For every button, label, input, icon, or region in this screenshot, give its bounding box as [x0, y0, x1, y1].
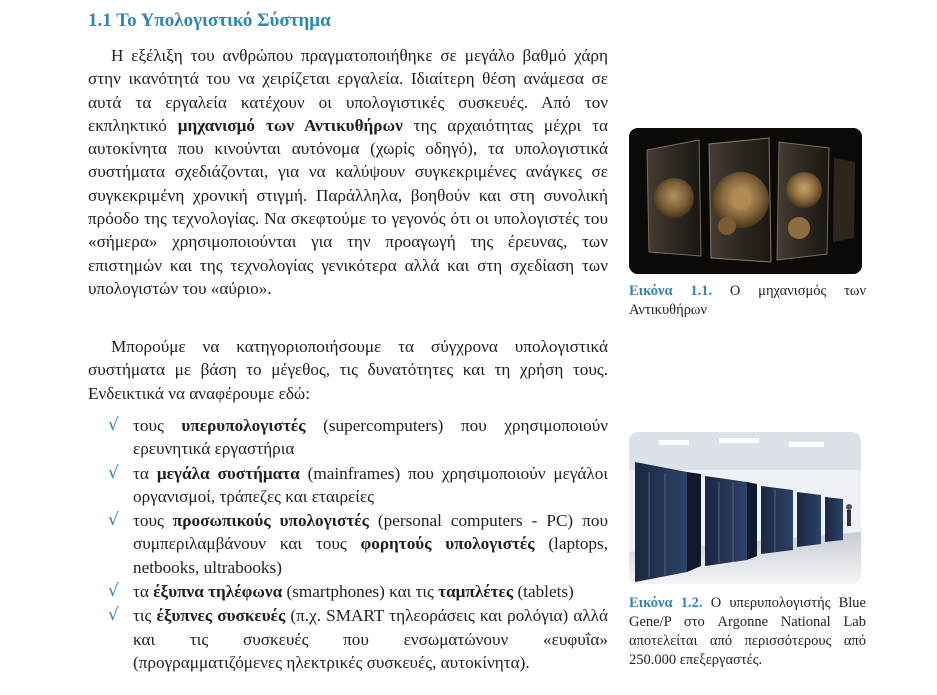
list-item-term: προσωπικούς υπολογιστές [172, 511, 369, 531]
list-item [108, 509, 608, 579]
list-item-term: ταμπλέτες [438, 582, 514, 602]
list-item-text: (tablets) [513, 582, 574, 602]
supercomputer-image [629, 432, 861, 584]
intro-text-2: της αρχαιότητας μέχρι τα αυτοκίνητα που κινούνται αυτόνομα (χωρίς οδηγό), τα υπολογιστικά συστήματα σχεδιάζονται, για να καλύψουν συγκεκριμένες ανάγκες σε συγκεκριμένη χρονική στιγμή. Παράλληλα, βοηθούν και στη συνολική πρόοδο της τεχνολογίας. Να σκεφτούμε το γεγονός ότι οι υπολογιστές του «σήμερα» χρησιμοποιούνται για την προαγωγή της έρευνας, των επιστημών και της τεχνολογίας γενικότερα αλλά και στη σχεδίαση των υπολογιστών του «αύριο». [88, 115, 609, 298]
figure-2-label: Εικόνα 1.2. [629, 595, 703, 611]
list-item-text: τα [133, 582, 154, 602]
checkmark-icon: √ [108, 581, 119, 602]
figure-1-text: Ο μηχανισμός των Αντικυθήρων [629, 283, 866, 318]
list-item-term: έξυπνες συσκευές [156, 606, 286, 626]
list-item-term: υπερυπολογιστές [181, 416, 306, 435]
figure-1-caption [629, 282, 866, 320]
list-item-text: τις [133, 606, 157, 626]
list-item-term: φορητούς υπολογιστές [360, 534, 535, 554]
computer-categories-list [108, 414, 608, 675]
list-item-text: τους [133, 416, 182, 435]
list-item-text: (smartphones) και τις [282, 582, 439, 602]
list-item-text: (personal computers - PC) που συμπεριλαμβάνουν και τους [133, 511, 608, 554]
list-item-term: έξυπνα τηλέφωνα [153, 582, 283, 602]
intro-paragraph [88, 44, 608, 300]
list-item [108, 462, 608, 509]
figure-2-caption [629, 594, 866, 670]
list-item-text: (π.χ. SMART τηλεοράσεις και ρολόγια) αλλά και τις συσκευές που ενσωματώνουν «ευφυΐα» (προγραμματιζόμενες ηλεκτρικές συσκευές, αυτοκίνητα). [133, 606, 608, 672]
categories-paragraph: Μπορούμε να κατηγοριοποιήσουμε τα σύγχρονα υπολογιστικά συστήματα με βάση το μέγεθος, τις δυνατότητες και τη χρήση τους. Ενδεικτικά να αναφέρουμε εδώ: [88, 337, 608, 403]
checkmark-icon: √ [108, 415, 119, 435]
checkmark-icon: √ [108, 605, 119, 626]
figure-1-label: Εικόνα 1.1. [629, 283, 713, 299]
list-item-text: (mainframes) που χρησιμοποιούν μεγάλοι οργανισμοί, τράπεζες και εταιρείες [133, 463, 608, 506]
list-item-text: (supercomputers) που χρησιμοποιούν ερευνητικά εργαστήρια [133, 416, 608, 459]
list-item-text: (laptops, netbooks, ultrabooks) [133, 534, 609, 577]
figure-2-text: Ο υπερυπολογιστής Blue Gene/P στο Argonne National Lab αποτελείται από περισσότερους από 250.000 επεξεργαστές. [629, 595, 866, 668]
antikythera-mechanism-image [629, 128, 862, 274]
list-item-text: τα [133, 463, 157, 483]
list-item-text: τους [133, 511, 173, 531]
section-heading: 1.1 Το Υπολογιστικό Σύστημα [88, 10, 331, 31]
list-item-term: μεγάλα συστήματα [156, 463, 300, 483]
list-item [108, 580, 608, 603]
antikythera-term: μηχανισμό των Αντικυθήρων [177, 115, 403, 135]
checkmark-icon: √ [108, 462, 119, 483]
list-item [108, 414, 608, 461]
list-item [108, 604, 608, 674]
intro-text-1: Η εξέλιξη του ανθρώπου πραγματοποιήθηκε σε μεγάλο βαθμό χάρη στην ικανότητά του να χειρίζεται εργαλεία. Ιδιαίτερη θέση ανάμεσα σε αυτά τα εργαλεία κατέχουν οι υπολογιστικές συσκευές. Από τον εκπληκτικό [88, 46, 608, 135]
checkmark-icon: √ [108, 510, 119, 531]
